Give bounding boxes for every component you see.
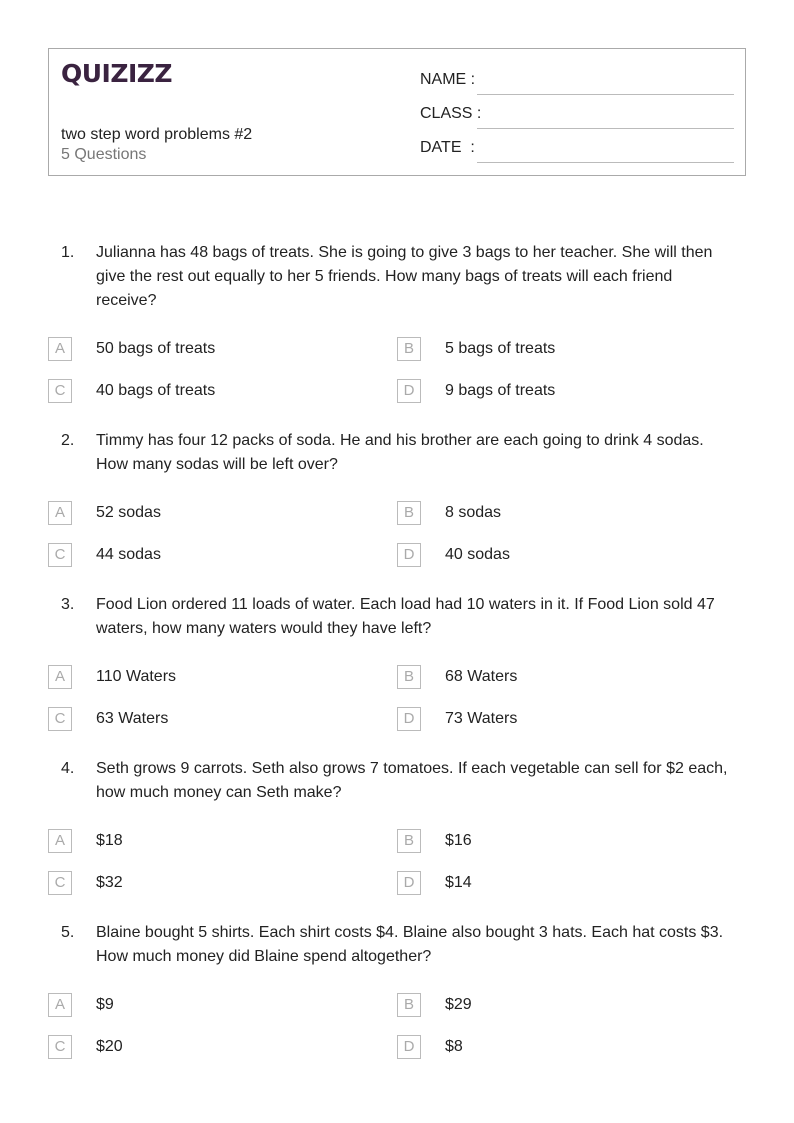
question <box>48 921 746 1059</box>
option-letter-box: B <box>397 337 421 361</box>
option-text: 73 Waters <box>445 710 518 727</box>
date-label: DATE : <box>420 139 475 156</box>
question-text <box>48 593 746 641</box>
question-line: Seth grows 9 carrots. Seth also grows 7 tomatoes. If each vegetable can sell for $2 each, <box>96 760 728 777</box>
option-text: $20 <box>96 1038 123 1055</box>
question-line: give the rest out equally to her 5 friends. How many bags of treats will each friend <box>96 268 673 285</box>
option-letter-box: B <box>397 993 421 1017</box>
question-number: 2. <box>61 432 75 449</box>
question-line: receive? <box>96 292 157 309</box>
option-text: 8 sodas <box>445 504 502 521</box>
option-letter-box: A <box>48 993 72 1017</box>
option-letter-box: C <box>48 1035 72 1059</box>
worksheet-title: two step word problems #2 <box>61 126 253 143</box>
question-number: 3. <box>61 596 75 613</box>
option-text: $16 <box>445 832 472 849</box>
option-text: 40 bags of treats <box>96 382 216 399</box>
option-letter-box: D <box>397 707 421 731</box>
name-field[interactable] <box>420 67 734 91</box>
option-letter-box: C <box>48 379 72 403</box>
option[interactable] <box>48 829 397 853</box>
option-letter-box: B <box>397 501 421 525</box>
option-text: 40 sodas <box>445 546 510 563</box>
option-letter-box: C <box>48 707 72 731</box>
option-text: $29 <box>445 996 472 1013</box>
option-text: 9 bags of treats <box>445 382 556 399</box>
option-text: 63 Waters <box>96 710 169 727</box>
option[interactable] <box>48 337 397 361</box>
option[interactable] <box>48 871 397 895</box>
option-text: 44 sodas <box>96 546 161 563</box>
option-text: $8 <box>445 1038 463 1055</box>
option-text: $32 <box>96 874 123 891</box>
question-number: 1. <box>61 244 75 261</box>
option[interactable] <box>48 993 397 1017</box>
option[interactable] <box>397 337 746 361</box>
option-text: $18 <box>96 832 123 849</box>
question-text <box>48 429 746 477</box>
class-line <box>477 128 734 129</box>
option-letter-box: D <box>397 543 421 567</box>
option-letter-box: D <box>397 1035 421 1059</box>
question-line: Timmy has four 12 packs of soda. He and his brother are each going to drink 4 sodas. <box>96 432 704 449</box>
option[interactable] <box>48 707 397 731</box>
class-field[interactable] <box>420 101 734 125</box>
option-letter-box: A <box>48 829 72 853</box>
option-text: $9 <box>96 996 114 1013</box>
option-letter-box: A <box>48 337 72 361</box>
worksheet-header <box>48 48 746 176</box>
question-line: Julianna has 48 bags of treats. She is going to give 3 bags to her teacher. She will then <box>96 244 713 261</box>
option[interactable] <box>48 379 397 403</box>
options <box>48 993 746 1059</box>
question-line: how much money can Seth make? <box>96 784 342 801</box>
question-count: 5 Questions <box>61 146 147 163</box>
options <box>48 501 746 567</box>
option-text: 5 bags of treats <box>445 340 556 357</box>
class-label: CLASS : <box>420 105 482 122</box>
question-text <box>48 241 746 313</box>
question-line: How much money did Blaine spend altogether? <box>96 948 432 965</box>
option[interactable] <box>48 543 397 567</box>
option-letter-box: C <box>48 543 72 567</box>
option-letter-box: A <box>48 665 72 689</box>
question <box>48 757 746 895</box>
option[interactable] <box>48 1035 397 1059</box>
option-text: $14 <box>445 874 472 891</box>
option[interactable] <box>48 501 397 525</box>
options <box>48 829 746 895</box>
name-label: NAME : <box>420 71 476 88</box>
option[interactable] <box>397 501 746 525</box>
question <box>48 593 746 731</box>
option-letter-box: B <box>397 665 421 689</box>
name-line <box>477 94 734 95</box>
option-letter-box: D <box>397 379 421 403</box>
option[interactable] <box>397 665 746 689</box>
option[interactable] <box>397 993 746 1017</box>
option[interactable] <box>397 379 746 403</box>
question-number: 4. <box>61 760 75 777</box>
option-text: 50 bags of treats <box>96 340 216 357</box>
option-text: 110 Waters <box>96 668 177 685</box>
option-letter-box: C <box>48 871 72 895</box>
question-line: How many sodas will be left over? <box>96 456 338 473</box>
question-line: Food Lion ordered 11 loads of water. Each load had 10 waters in it. If Food Lion sold 47 <box>96 596 715 613</box>
question-text <box>48 921 746 969</box>
question <box>48 429 746 567</box>
option[interactable] <box>397 543 746 567</box>
option[interactable] <box>397 707 746 731</box>
date-field[interactable] <box>420 135 734 159</box>
option-text: 68 Waters <box>445 668 518 685</box>
question-line: Blaine bought 5 shirts. Each shirt costs $4. Blaine also bought 3 hats. Each hat costs $3. <box>96 924 724 941</box>
question-line: waters, how many waters would they have left? <box>96 620 432 637</box>
quizizz-logo: QUIZIZZ <box>61 59 173 88</box>
options <box>48 665 746 731</box>
option[interactable] <box>397 871 746 895</box>
option[interactable] <box>48 665 397 689</box>
question-text <box>48 757 746 805</box>
option-letter-box: D <box>397 871 421 895</box>
question <box>48 241 746 403</box>
option[interactable] <box>397 829 746 853</box>
question-list <box>48 241 746 1085</box>
option-letter-box: A <box>48 501 72 525</box>
option-text: 52 sodas <box>96 504 161 521</box>
option[interactable] <box>397 1035 746 1059</box>
option-letter-box: B <box>397 829 421 853</box>
date-line <box>477 162 734 163</box>
options <box>48 337 746 403</box>
question-number: 5. <box>61 924 75 941</box>
